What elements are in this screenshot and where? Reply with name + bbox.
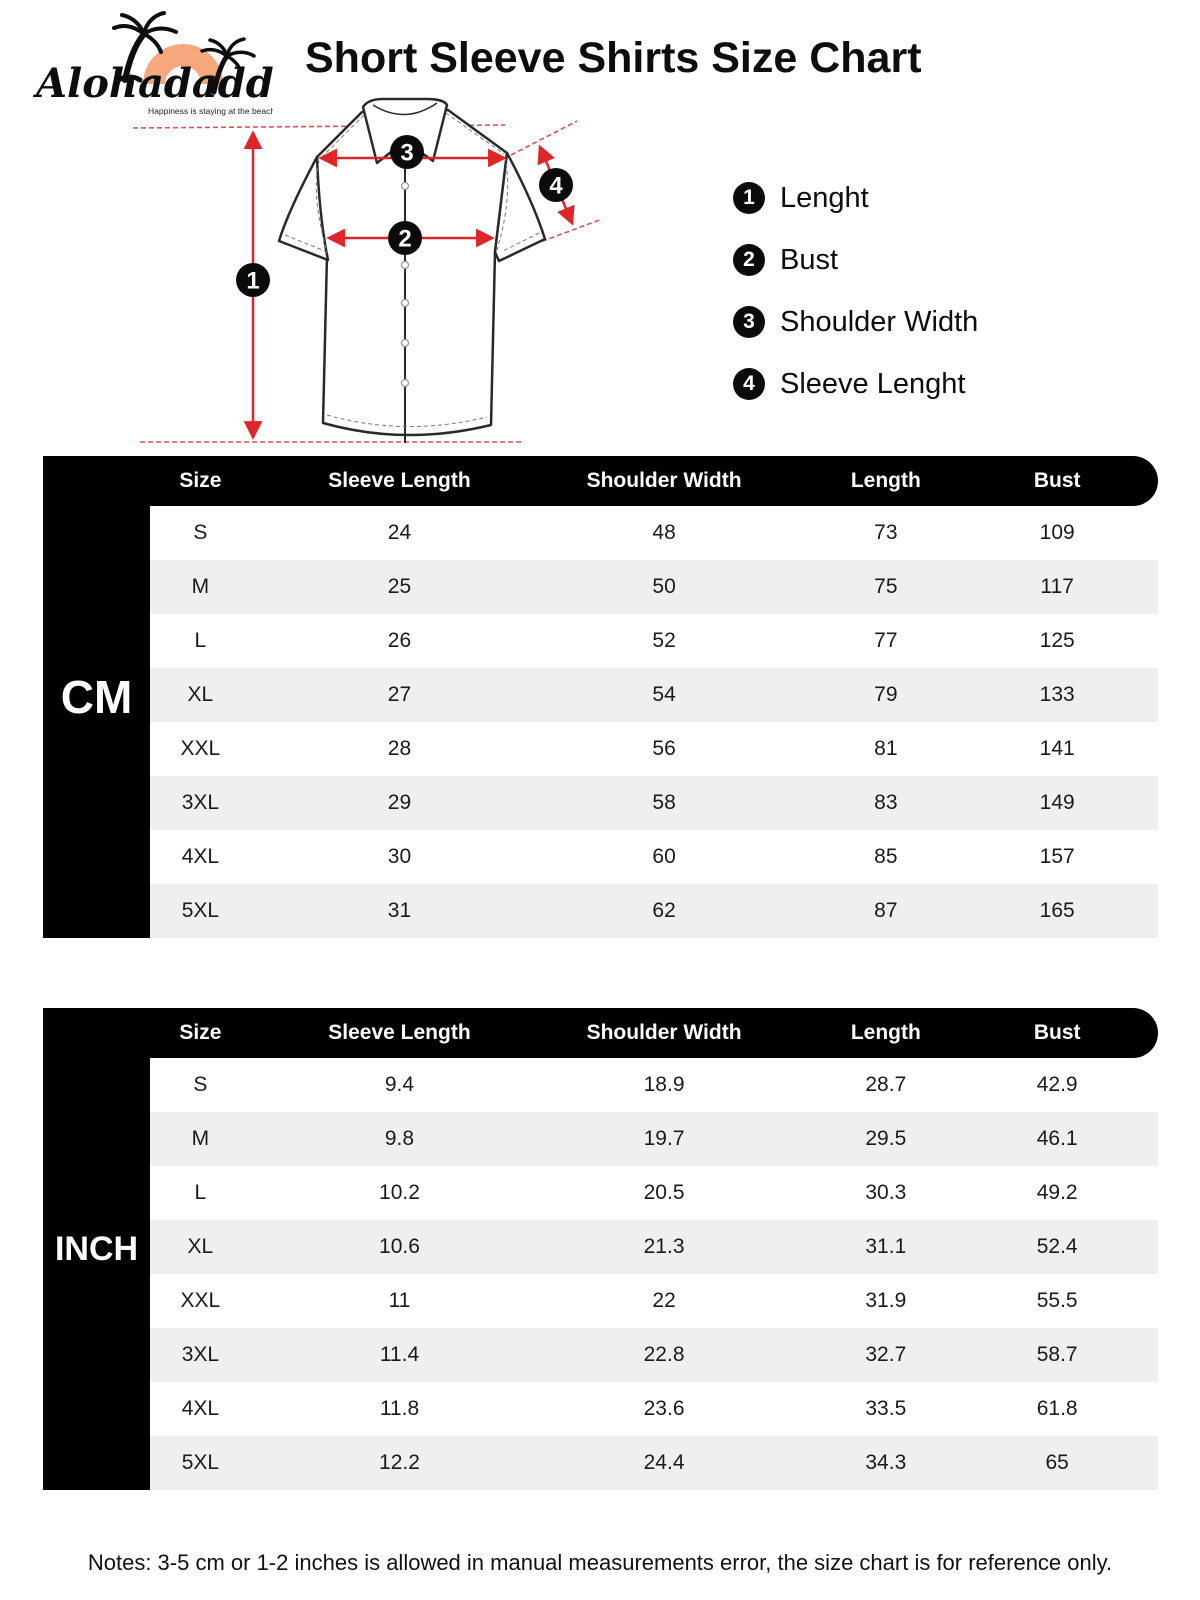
table-cell: 75 [874, 575, 898, 598]
table-row [150, 1112, 1158, 1166]
table-cell: 62 [652, 899, 676, 922]
table-cell: 9.4 [384, 1073, 415, 1096]
badge-3: 3 [400, 139, 414, 167]
table-cell: 24.4 [643, 1451, 685, 1474]
notes-text: Notes: 3-5 cm or 1-2 inches is allowed in manual measurements error, the size chart is for reference only. [87, 1550, 1113, 1575]
table-cell: 58.7 [1036, 1343, 1078, 1366]
table-cell: 125 [1039, 629, 1075, 652]
table-cell: 46.1 [1036, 1127, 1078, 1150]
table-cell: 133 [1039, 683, 1075, 706]
table-cell: 24 [387, 521, 412, 544]
table-cell: 165 [1039, 899, 1075, 922]
table-cell: 10.6 [379, 1235, 420, 1258]
measurement-number-badge: 2 [733, 244, 765, 276]
unit-label-cm: CM [43, 456, 150, 938]
table-cell: 26 [387, 629, 412, 652]
table-cell: 4XL [181, 845, 220, 868]
table-cell: 48 [652, 521, 676, 544]
table-body [150, 506, 1158, 938]
table-cell: 22.8 [643, 1343, 685, 1366]
table-cell: 22 [652, 1289, 676, 1312]
table-row [150, 776, 1158, 830]
column-header: Sleeve Length [328, 469, 471, 492]
table-cell: 141 [1039, 737, 1075, 760]
table-cell: 149 [1039, 791, 1075, 814]
table-cell: XXL [180, 737, 221, 760]
table-cell: 81 [874, 737, 898, 760]
table-row [150, 830, 1158, 884]
legend-item [733, 240, 1153, 280]
table-row [150, 1274, 1158, 1328]
page-title: Short Sleeve Shirts Size Chart [305, 34, 922, 82]
table-cell: 49.2 [1036, 1181, 1078, 1204]
brand-name: Alohadaddy [36, 60, 273, 107]
table-cell: 83 [874, 791, 898, 814]
legend-item [733, 178, 1153, 218]
column-header: Shoulder Width [586, 1021, 742, 1044]
table-cell: 9.8 [384, 1127, 415, 1150]
table-header [43, 456, 1158, 506]
table-cell: 61.8 [1036, 1397, 1078, 1420]
column-header: Length [850, 469, 921, 492]
table-cell: 23.6 [643, 1397, 685, 1420]
legend-item [733, 364, 1153, 404]
shirt-measurement-diagram [115, 85, 625, 455]
table-cell: 60 [652, 845, 676, 868]
badge-1: 1 [246, 267, 260, 295]
legend-label: Shoulder Width [780, 305, 979, 338]
table-cell: 11.8 [379, 1397, 420, 1420]
size-table-inch [43, 1008, 1158, 1490]
table-row [150, 1328, 1158, 1382]
table-cell: 28.7 [865, 1073, 907, 1096]
shirt-diagram-svg [115, 85, 625, 455]
table-cell: 29 [387, 791, 412, 814]
table-cell: 29.5 [865, 1127, 907, 1150]
table-cell: 32.7 [865, 1343, 907, 1366]
table-cell: 56 [652, 737, 676, 760]
table-cell: L [194, 629, 207, 652]
badge-4: 4 [549, 172, 563, 200]
column-header: Bust [1033, 469, 1081, 492]
table-cell: 31.9 [865, 1289, 907, 1312]
table-cell: 3XL [181, 1343, 220, 1366]
table-cell: 73 [874, 521, 898, 544]
table-cell: XL [187, 683, 214, 706]
table-cell: 33.5 [865, 1397, 907, 1420]
badge-2: 2 [398, 225, 412, 253]
table-cell: 157 [1039, 845, 1075, 868]
table-cell: 30 [387, 845, 412, 868]
table-cell: S [193, 1073, 208, 1096]
measurement-number-badge: 3 [733, 306, 765, 338]
brand-tagline: Happiness is staying at the beach [148, 106, 273, 116]
table-cell: 20.5 [643, 1181, 685, 1204]
column-header: Bust [1033, 1021, 1081, 1044]
table-cell: 28 [387, 737, 412, 760]
column-header: Shoulder Width [586, 469, 742, 492]
legend-item [733, 302, 1153, 342]
column-header: Length [850, 1021, 921, 1044]
table-cell: 77 [874, 629, 898, 652]
table-row [150, 722, 1158, 776]
table-cell: 34.3 [865, 1451, 907, 1474]
table-cell: 5XL [181, 1451, 220, 1474]
table-row [150, 1382, 1158, 1436]
table-cell: 65 [1045, 1451, 1069, 1474]
table-cell: 31.1 [865, 1235, 907, 1258]
table-cell: 4XL [181, 1397, 220, 1420]
table-row [150, 1220, 1158, 1274]
table-cell: XXL [180, 1289, 221, 1312]
table-cell: 30.3 [865, 1181, 907, 1204]
table-row [150, 614, 1158, 668]
table-cell: 55.5 [1036, 1289, 1078, 1312]
table-cell: XL [187, 1235, 214, 1258]
table-cell: 11 [388, 1289, 411, 1312]
table-cell: M [191, 575, 210, 598]
table-cell: S [193, 521, 208, 544]
table-cell: 52 [652, 629, 676, 652]
table-cell: 5XL [181, 899, 220, 922]
legend-label: Sleeve Lenght [780, 367, 966, 400]
measurement-legend [733, 178, 1153, 426]
table-row [150, 884, 1158, 938]
table-cell: L [194, 1181, 207, 1204]
table-row [150, 1166, 1158, 1220]
table-cell: 25 [387, 575, 412, 598]
table-row [150, 668, 1158, 722]
table-cell: 19.7 [643, 1127, 685, 1150]
table-cell: 42.9 [1036, 1073, 1078, 1096]
table-cell: 18.9 [643, 1073, 685, 1096]
table-cell: 31 [387, 899, 412, 922]
table-cell: 85 [874, 845, 898, 868]
table-cell: 54 [652, 683, 676, 706]
table-cell: 27 [387, 683, 412, 706]
table-cell: 11.4 [379, 1343, 420, 1366]
table-cell: 10.2 [379, 1181, 420, 1204]
table-row [150, 506, 1158, 560]
table-cell: 21.3 [643, 1235, 685, 1258]
table-cell: 58 [652, 791, 676, 814]
table-body [150, 1058, 1158, 1490]
table-row [150, 1436, 1158, 1490]
table-cell: M [191, 1127, 210, 1150]
table-cell: 12.2 [379, 1451, 420, 1474]
measurement-number-badge: 1 [733, 182, 765, 214]
size-table-cm [43, 456, 1158, 938]
unit-label-inch: INCH [43, 1008, 150, 1490]
column-header: Sleeve Length [328, 1021, 471, 1044]
table-header [43, 1008, 1158, 1058]
legend-label: Bust [780, 243, 839, 276]
legend-label: Lenght [780, 181, 869, 214]
table-row [150, 560, 1158, 614]
table-cell: 79 [874, 683, 898, 706]
table-row [150, 1058, 1158, 1112]
table-cell: 87 [874, 899, 898, 922]
table-cell: 52.4 [1036, 1235, 1078, 1258]
column-header: Size [179, 1021, 222, 1044]
measurement-number-badge: 4 [733, 368, 765, 400]
column-header: Size [179, 469, 222, 492]
table-cell: 109 [1039, 521, 1075, 544]
table-cell: 3XL [181, 791, 220, 814]
table-cell: 117 [1040, 575, 1074, 598]
table-cell: 50 [652, 575, 676, 598]
